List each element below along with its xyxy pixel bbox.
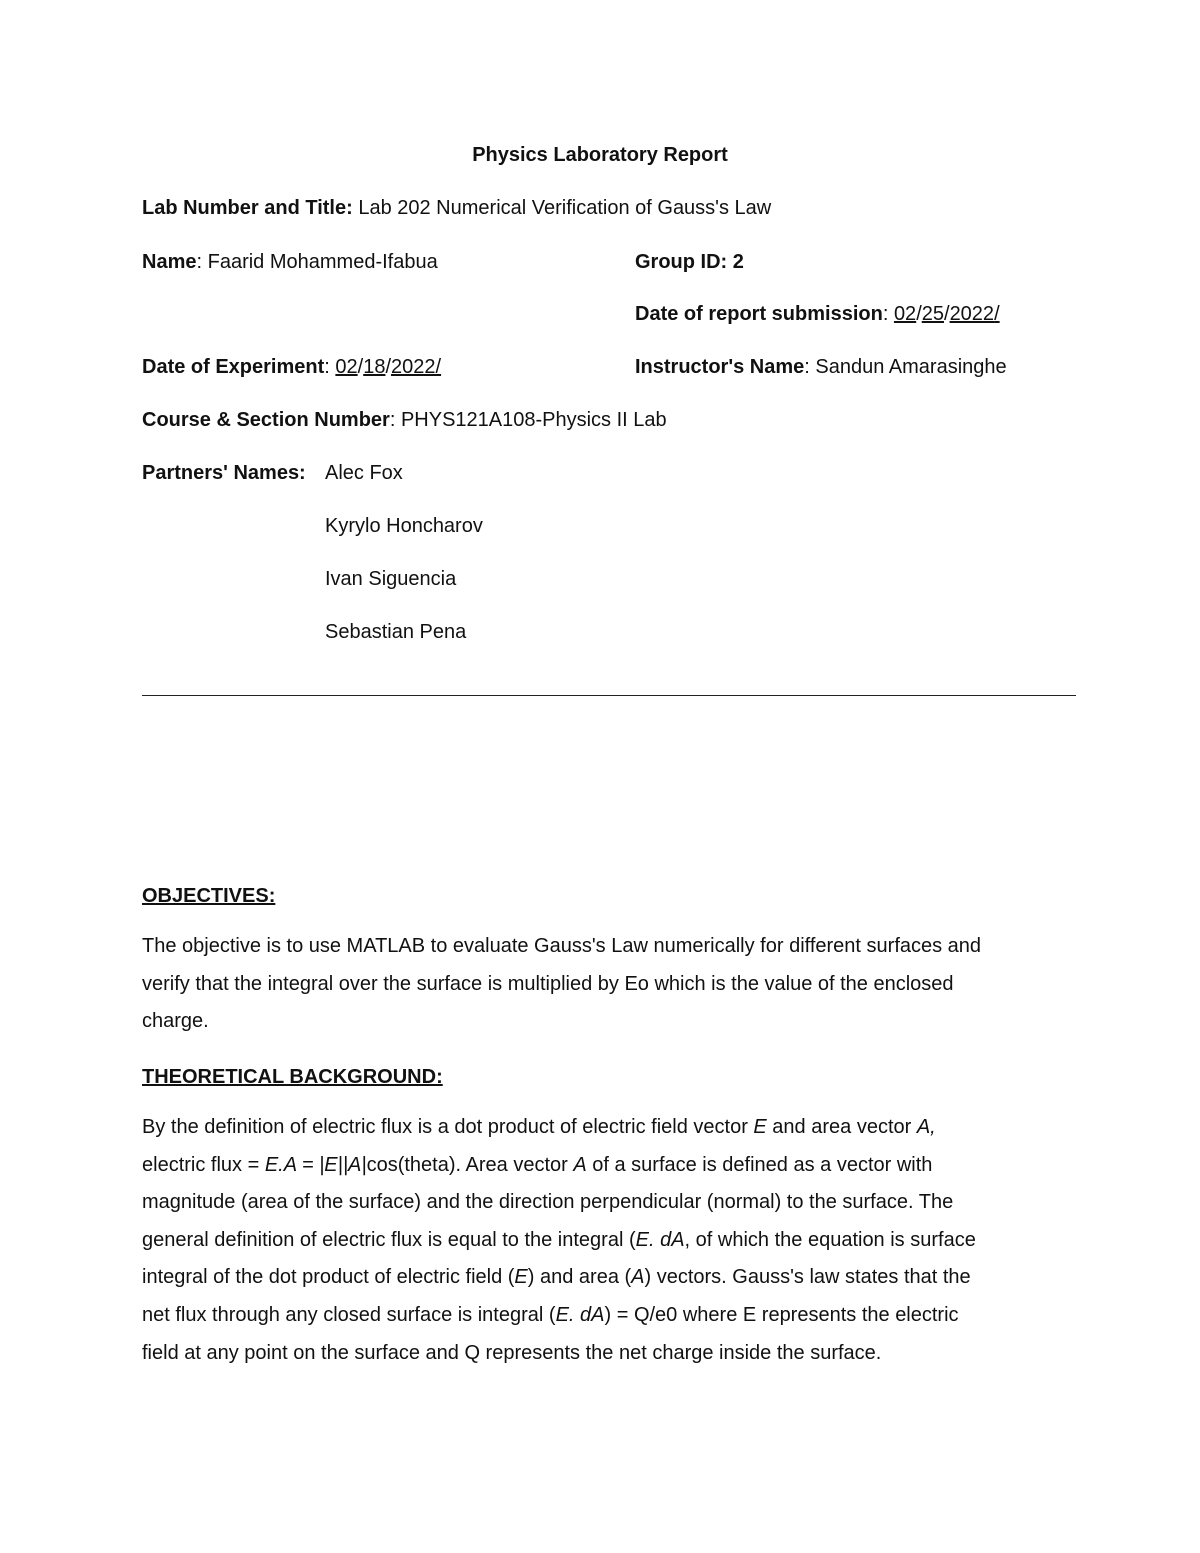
name-label: Name xyxy=(142,251,197,273)
objectives-heading: OBJECTIVES: xyxy=(142,885,276,907)
objectives-line: The objective is to use MATLAB to evaluate Gauss's Law numerically for different surfaces and xyxy=(142,935,982,957)
experiment-label: Date of Experiment xyxy=(142,356,325,378)
course-value: PHYS121A108-Physics II Lab xyxy=(400,409,667,431)
submission-day: 25 xyxy=(921,303,944,325)
partners-label: Partners' Names: xyxy=(142,462,306,484)
instructor-line: Instructor's Name: Sandun Amarasinghe xyxy=(635,356,1007,378)
submission-label: Date of report submission xyxy=(635,303,883,325)
instructor-value: Sandun Amarasinghe xyxy=(815,356,1007,378)
theory-line: general definition of electric flux is equal to the integral (E. dA, of which the equation is surface xyxy=(142,1228,976,1251)
experiment-line: Date of Experiment: 02/18/2022/ xyxy=(142,356,442,378)
lab-value: Lab 202 Numerical Verification of Gauss's Law xyxy=(358,197,772,219)
theory-line: field at any point on the surface and Q represents the net charge inside the surface. xyxy=(142,1341,882,1364)
submission-line: Date of report submission: 02/25/2022/ xyxy=(635,303,1000,325)
submission-year: 2022 xyxy=(949,303,995,325)
name-line: Name: Faarid Mohammed-Ifabua xyxy=(142,251,438,273)
group-id: Group ID: 2 xyxy=(635,251,744,273)
theory-line: By the definition of electric flux is a dot product of electric field vector E and area vector A, xyxy=(142,1116,936,1138)
horizontal-rule xyxy=(142,695,1076,696)
submission-month: 02 xyxy=(893,303,917,325)
experiment-month: 02 xyxy=(335,356,358,378)
lab-label: Lab Number and Title: xyxy=(142,197,353,219)
objectives-paragraph xyxy=(142,928,1062,1041)
experiment-year: 2022 xyxy=(391,356,436,378)
lab-line xyxy=(142,196,771,220)
course-line: Course & Section Number: PHYS121A108-Physics II Lab xyxy=(142,409,667,431)
report-title: Physics Laboratory Report xyxy=(472,144,728,166)
theory-paragraph xyxy=(142,1109,1062,1372)
partner-name: Ivan Siguencia xyxy=(325,568,457,590)
objectives-line: verify that the integral over the surface is multiplied by Eo which is the value of the enclosed xyxy=(142,972,954,995)
course-label: Course & Section Number xyxy=(142,409,390,431)
objectives-line: charge. xyxy=(142,1010,209,1033)
theory-line: magnitude (area of the surface) and the direction perpendicular (normal) to the surface. The xyxy=(142,1191,954,1214)
instructor-label: Instructor's Name xyxy=(635,356,805,378)
partner-name: Sebastian Pena xyxy=(325,621,467,643)
theory-line: net flux through any closed surface is integral (E. dA) = Q/e0 where E represents the electric xyxy=(142,1303,959,1326)
name-value: Faarid Mohammed-Ifabua xyxy=(207,251,438,273)
experiment-day: 18 xyxy=(363,356,386,378)
theory-heading: THEORETICAL BACKGROUND: xyxy=(142,1066,443,1088)
theory-line: electric flux = E.A = |E||A|cos(theta). Area vector A of a surface is defined as a vector with xyxy=(142,1153,933,1176)
partner-name: Kyrylo Honcharov xyxy=(325,515,483,537)
theory-line: integral of the dot product of electric field (E) and area (A) vectors. Gauss's law states that the xyxy=(142,1266,971,1289)
partner-name: Alec Fox xyxy=(325,462,403,484)
